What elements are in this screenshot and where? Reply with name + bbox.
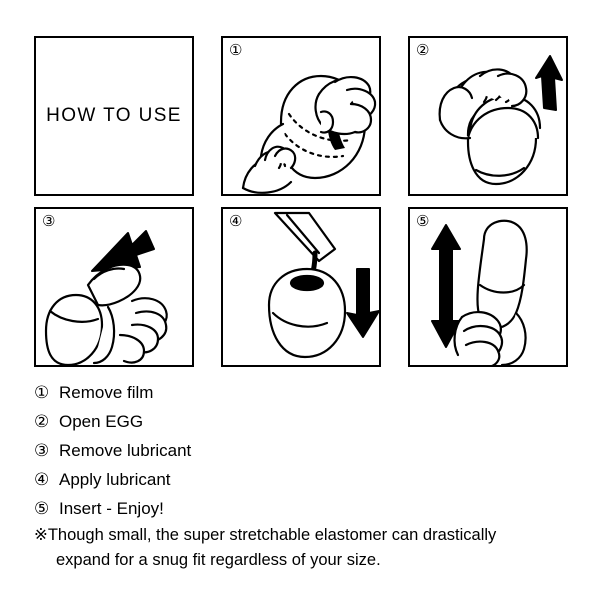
step-5-marker: ⑤ xyxy=(34,499,50,518)
footnote-marker: ※ xyxy=(34,526,48,544)
apply-lubricant-illustration xyxy=(223,209,381,367)
panel-5-marker: ⑤ xyxy=(416,213,430,230)
remove-lubricant-illustration xyxy=(36,209,194,367)
footnote-line-2: expand for a snug fit regardless of your size. xyxy=(56,551,381,569)
panel-4-marker: ④ xyxy=(229,213,243,230)
step-3-marker: ③ xyxy=(34,441,50,460)
list-item-step-5 xyxy=(34,494,574,523)
steps-list xyxy=(34,378,574,523)
list-item-step-4 xyxy=(34,465,574,494)
page-title: HOW TO USE xyxy=(46,105,182,126)
footnote-line-1: Though small, the super stretchable elastomer can drastically xyxy=(47,526,497,544)
illustration-panel-grid xyxy=(34,36,568,367)
panel-step-2 xyxy=(408,36,568,196)
footnote xyxy=(34,523,579,573)
panel-1-marker: ① xyxy=(229,42,243,59)
panel-2-marker: ② xyxy=(416,42,430,59)
step-2-marker: ② xyxy=(34,412,50,431)
step-1-marker: ① xyxy=(34,383,50,402)
step-5-label: Insert - Enjoy! xyxy=(59,499,164,518)
step-3-label: Remove lubricant xyxy=(59,441,192,460)
step-1-label: Remove film xyxy=(59,383,154,402)
step-4-label: Apply lubricant xyxy=(59,470,171,489)
panel-step-1 xyxy=(221,36,381,196)
list-item-step-2 xyxy=(34,407,574,436)
panel-step-4 xyxy=(221,207,381,367)
remove-film-illustration xyxy=(223,38,381,196)
panel-step-5 xyxy=(408,207,568,367)
panel-3-marker: ③ xyxy=(42,213,56,230)
insert-enjoy-illustration xyxy=(410,209,568,367)
list-item-step-3 xyxy=(34,436,574,465)
open-egg-illustration xyxy=(410,38,568,196)
panel-step-3 xyxy=(34,207,194,367)
step-2-label: Open EGG xyxy=(59,412,144,431)
step-4-marker: ④ xyxy=(34,470,50,489)
panel-title xyxy=(34,36,194,196)
list-item-step-1 xyxy=(34,378,574,407)
